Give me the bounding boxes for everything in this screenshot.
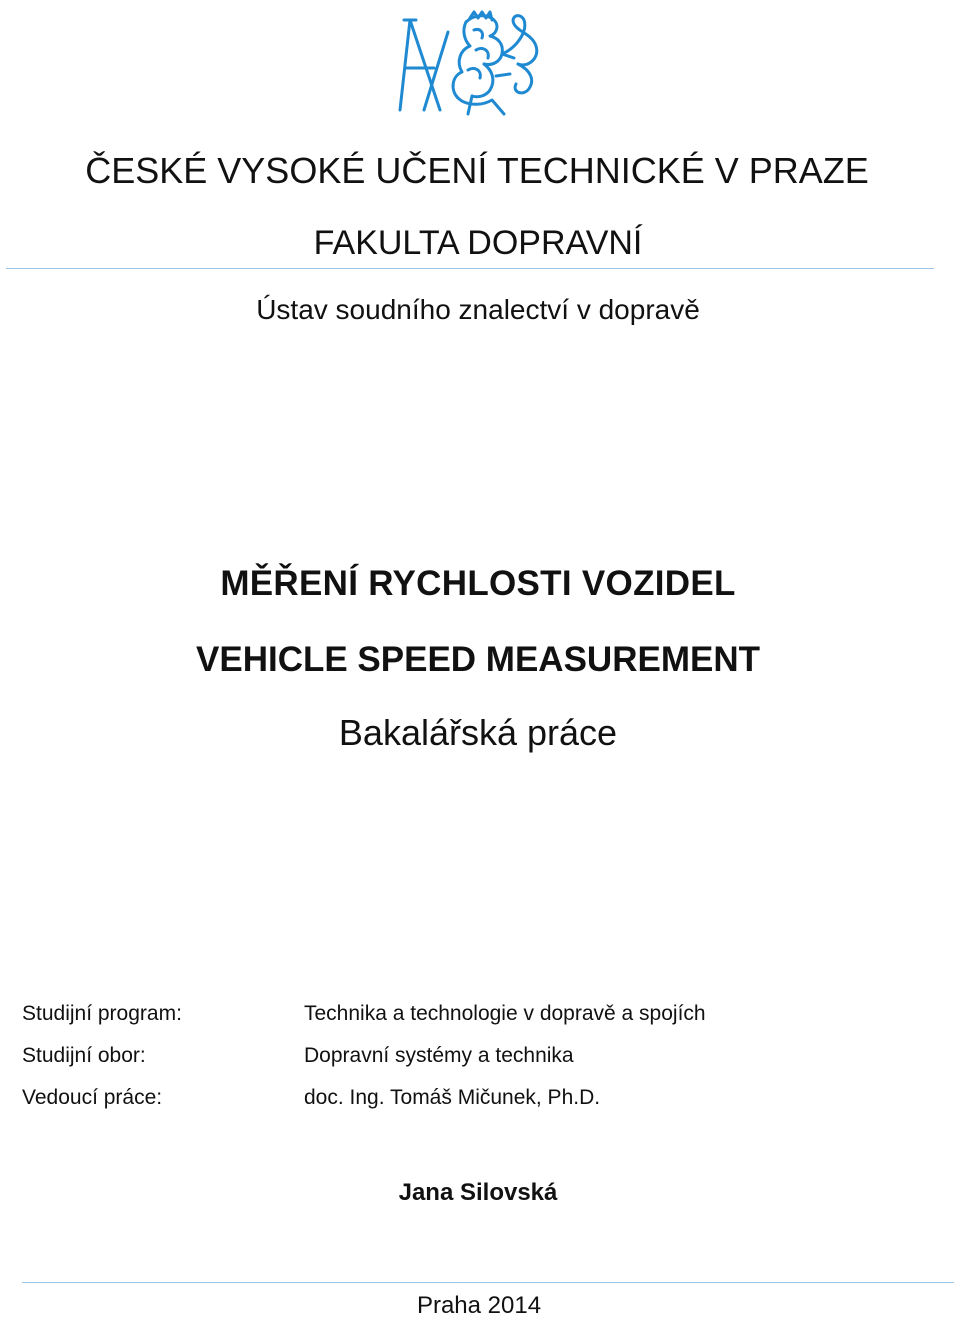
faculty-name: FAKULTA DOPRAVNÍ	[313, 224, 643, 262]
header-divider	[6, 268, 934, 269]
study-field-label: Studijní obor:	[22, 1044, 146, 1067]
study-program-label: Studijní program:	[22, 1002, 182, 1025]
thesis-type: Bakalářská práce	[338, 712, 618, 753]
university-lion-logo-icon	[396, 10, 552, 120]
study-field-value: Dopravní systémy a technika	[304, 1044, 574, 1067]
university-name: ČESKÉ VYSOKÉ UČENÍ TECHNICKÉ V PRAZE	[85, 150, 869, 191]
thesis-title-czech: MĚŘENÍ RYCHLOSTI VOZIDEL	[220, 564, 736, 603]
institute-name: Ústav soudního znalectví v dopravě	[256, 294, 700, 325]
thesis-title-english: VEHICLE SPEED MEASUREMENT	[196, 640, 760, 679]
study-program-value: Technika a technologie v dopravě a spojích	[304, 1002, 706, 1025]
supervisor-value: doc. Ing. Tomáš Mičunek, Ph.D.	[304, 1086, 601, 1109]
footer-divider	[22, 1282, 954, 1283]
supervisor-label: Vedoucí práce:	[22, 1086, 163, 1109]
author-name: Jana Silovská	[398, 1179, 558, 1206]
place-year: Praha 2014	[416, 1292, 542, 1319]
